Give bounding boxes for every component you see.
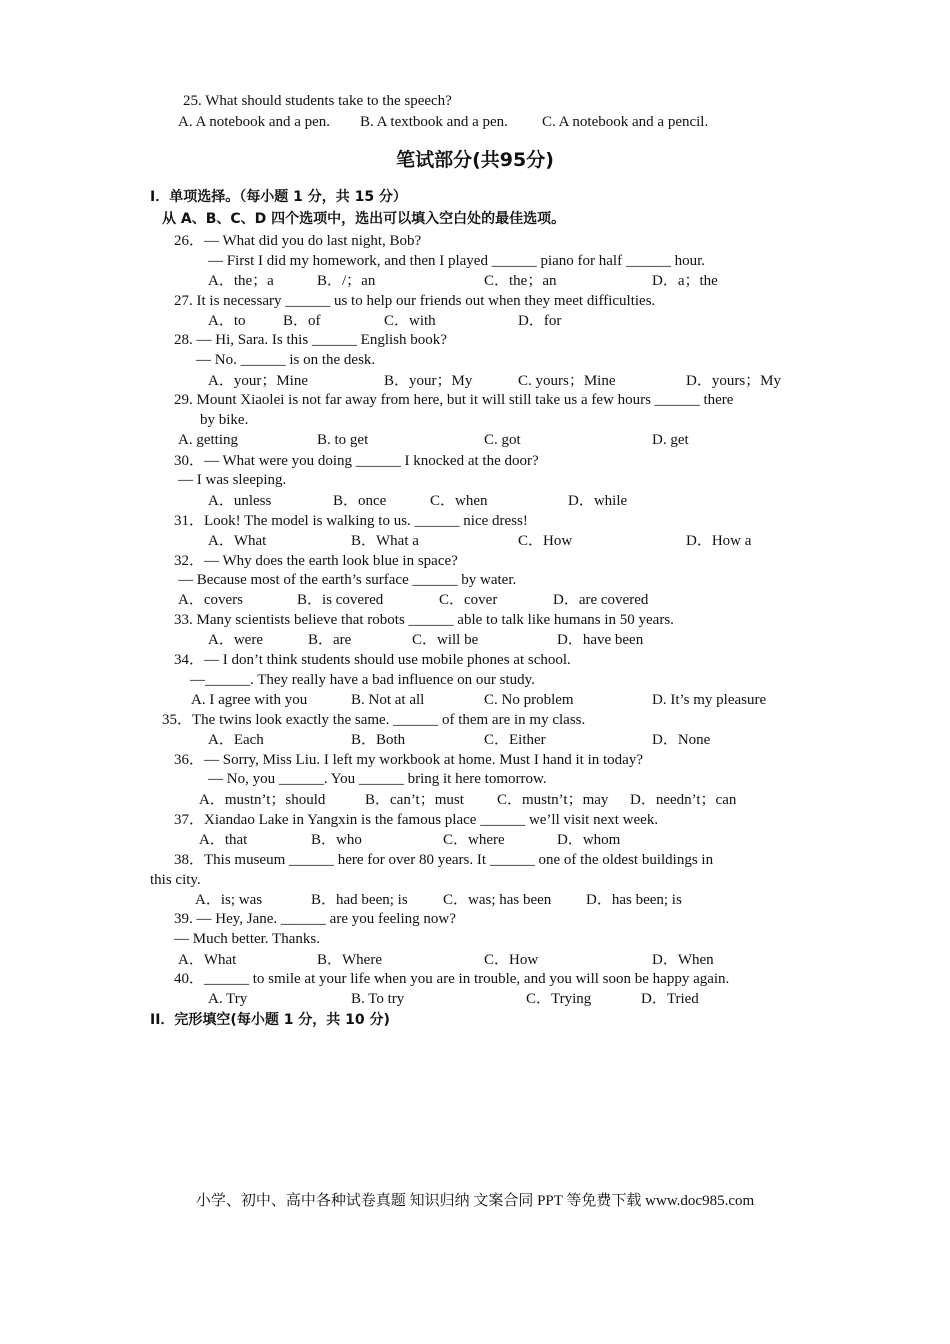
- q37-option-a: A．that: [199, 832, 248, 848]
- q39-option-c: C．How: [484, 952, 539, 968]
- q30-option-b: B．once: [333, 493, 387, 509]
- q35-line-1: 35．The twins look exactly the same. ______ of them are in my class.: [162, 712, 586, 728]
- q30-option-c: C．when: [430, 493, 488, 509]
- q39-option-b: B．Where: [317, 952, 382, 968]
- q25-option-c: C. A notebook and a pencil.: [542, 114, 709, 130]
- q31-option-c: C．How: [518, 533, 573, 549]
- q30-option-d: D．while: [568, 493, 628, 509]
- q34-option-d: D. It’s my pleasure: [652, 692, 767, 708]
- q38-option-b: B．had been; is: [311, 892, 408, 908]
- q36-line-1: 36．— Sorry, Miss Liu. I left my workbook at home. Must I hand it in today?: [174, 752, 643, 768]
- q27-line-1: 27. It is necessary ______ us to help our friends out when they meet difficulties.: [174, 293, 656, 309]
- q36-option-d: D．needn’t；can: [630, 792, 737, 808]
- q35-option-a: A．Each: [208, 732, 264, 748]
- q29-option-b: B. to get: [317, 432, 369, 448]
- q27-option-b: B．of: [283, 313, 321, 329]
- q33-option-a: A．were: [208, 632, 263, 648]
- q39-line-2: — Much better. Thanks.: [174, 931, 320, 947]
- q37-option-c: C．where: [443, 832, 505, 848]
- q26-option-c: C．the；an: [484, 273, 557, 289]
- q25-option-b: B. A textbook and a pen.: [360, 114, 508, 130]
- q32-line-1: 32．— Why does the earth look blue in space?: [174, 553, 458, 569]
- q39-option-d: D．When: [652, 952, 714, 968]
- q40-option-b: B. To try: [351, 991, 405, 1007]
- q32-option-c: C．cover: [439, 592, 498, 608]
- q34-option-b: B. Not at all: [351, 692, 425, 708]
- part1-heading: I．单项选择。（每小题 1 分，共 15 分）: [150, 189, 407, 205]
- q34-option-c: C. No problem: [484, 692, 574, 708]
- q26-option-d: D．a；the: [652, 273, 718, 289]
- q26-option-b: B．/；an: [317, 273, 376, 289]
- q40-option-d: D．Tried: [641, 991, 699, 1007]
- q34-option-a: A. I agree with you: [191, 692, 308, 708]
- q30-line-2: — I was sleeping.: [178, 472, 287, 488]
- q33-option-c: C．will be: [412, 632, 479, 648]
- q36-line-2: — No, you ______. You ______ bring it here tomorrow.: [208, 771, 547, 787]
- q38-option-d: D．has been; is: [586, 892, 682, 908]
- q29-option-c: C. got: [484, 432, 521, 448]
- q29-line-2: by bike.: [200, 412, 249, 428]
- q28-option-c: C. yours；Mine: [518, 373, 616, 389]
- q28-option-a: A．your；Mine: [208, 373, 308, 389]
- q40-line-1: 40．______ to smile at your life when you are in trouble, and you will soon be happy again.: [174, 971, 730, 987]
- q27-option-a: A．to: [208, 313, 246, 329]
- q39-line-1: 39. — Hey, Jane. ______ are you feeling now?: [174, 911, 456, 927]
- q35-option-d: D．None: [652, 732, 711, 748]
- q27-option-d: D．for: [518, 313, 562, 329]
- q29-option-a: A. getting: [178, 432, 238, 448]
- q28-option-d: D．yours；My: [686, 373, 782, 389]
- q32-line-2: — Because most of the earth’s surface ______ by water.: [178, 572, 517, 588]
- q37-line-1: 37．Xiandao Lake in Yangxin is the famous place ______ we’ll visit next week.: [174, 812, 659, 828]
- q32-option-b: B．is covered: [297, 592, 384, 608]
- q30-line-1: 30．— What were you doing ______ I knocked at the door?: [174, 453, 539, 469]
- page-footer: 小学、初中、高中各种试卷真题 知识归纳 文案合同 PPT 等免费下载 www.doc985.com: [195, 1193, 755, 1209]
- q34-line-1: 34．— I don’t think students should use mobile phones at school.: [174, 652, 571, 668]
- q40-option-a: A. Try: [208, 991, 248, 1007]
- part1-instruction: 从 A、B、C、D 四个选项中，选出可以填入空白处的最佳选项。: [162, 211, 566, 227]
- part2-heading: II．完形填空(每小题 1 分，共 10 分): [150, 1012, 390, 1028]
- q31-option-b: B．What a: [351, 533, 419, 549]
- q27-option-c: C．with: [384, 313, 436, 329]
- q26-option-a: A．the；a: [208, 273, 274, 289]
- q36-option-b: B．can’t；must: [365, 792, 464, 808]
- section-title: 笔试部分(共95分): [396, 149, 554, 171]
- q38-line-2: this city.: [150, 872, 201, 888]
- q30-option-a: A．unless: [208, 493, 272, 509]
- q33-option-d: D．have been: [557, 632, 644, 648]
- q37-option-d: D．whom: [557, 832, 621, 848]
- q32-option-d: D．are covered: [553, 592, 649, 608]
- q38-option-c: C．was; has been: [443, 892, 552, 908]
- q31-option-a: A．What: [208, 533, 267, 549]
- q38-option-a: A．is; was: [195, 892, 263, 908]
- q26-line-2: — First I did my homework, and then I played ______ piano for half ______ hour.: [208, 253, 706, 269]
- q39-option-a: A．What: [178, 952, 237, 968]
- q37-option-b: B．who: [311, 832, 362, 848]
- q29-option-d: D. get: [652, 432, 689, 448]
- q36-option-a: A．mustn’t；should: [199, 792, 326, 808]
- q38-line-1: 38．This museum ______ here for over 80 years. It ______ one of the oldest buildings in: [174, 852, 714, 868]
- q32-option-a: A．covers: [178, 592, 243, 608]
- q28-line-1: 28. — Hi, Sara. Is this ______ English book?: [174, 332, 447, 348]
- q36-option-c: C．mustn’t；may: [497, 792, 609, 808]
- q33-option-b: B．are: [308, 632, 352, 648]
- q35-option-c: C．Either: [484, 732, 546, 748]
- q31-line-1: 31．Look! The model is walking to us. ______ nice dress!: [174, 513, 528, 529]
- q26-line-1: 26．— What did you do last night, Bob?: [174, 233, 422, 249]
- q29-line-1: 29. Mount Xiaolei is not far away from here, but it will still take us a few hours ______ there: [174, 392, 734, 408]
- q25-stem: 25. What should students take to the speech?: [183, 93, 452, 109]
- q35-option-b: B．Both: [351, 732, 406, 748]
- q28-line-2: — No. ______ is on the desk.: [196, 352, 376, 368]
- q33-line-1: 33. Many scientists believe that robots ______ able to talk like humans in 50 years.: [174, 612, 674, 628]
- q28-option-b: B．your；My: [384, 373, 473, 389]
- q34-line-2: —______. They really have a bad influence on our study.: [190, 672, 535, 688]
- q25-option-a: A. A notebook and a pen.: [178, 114, 331, 130]
- q40-option-c: C．Trying: [526, 991, 592, 1007]
- q31-option-d: D．How a: [686, 533, 752, 549]
